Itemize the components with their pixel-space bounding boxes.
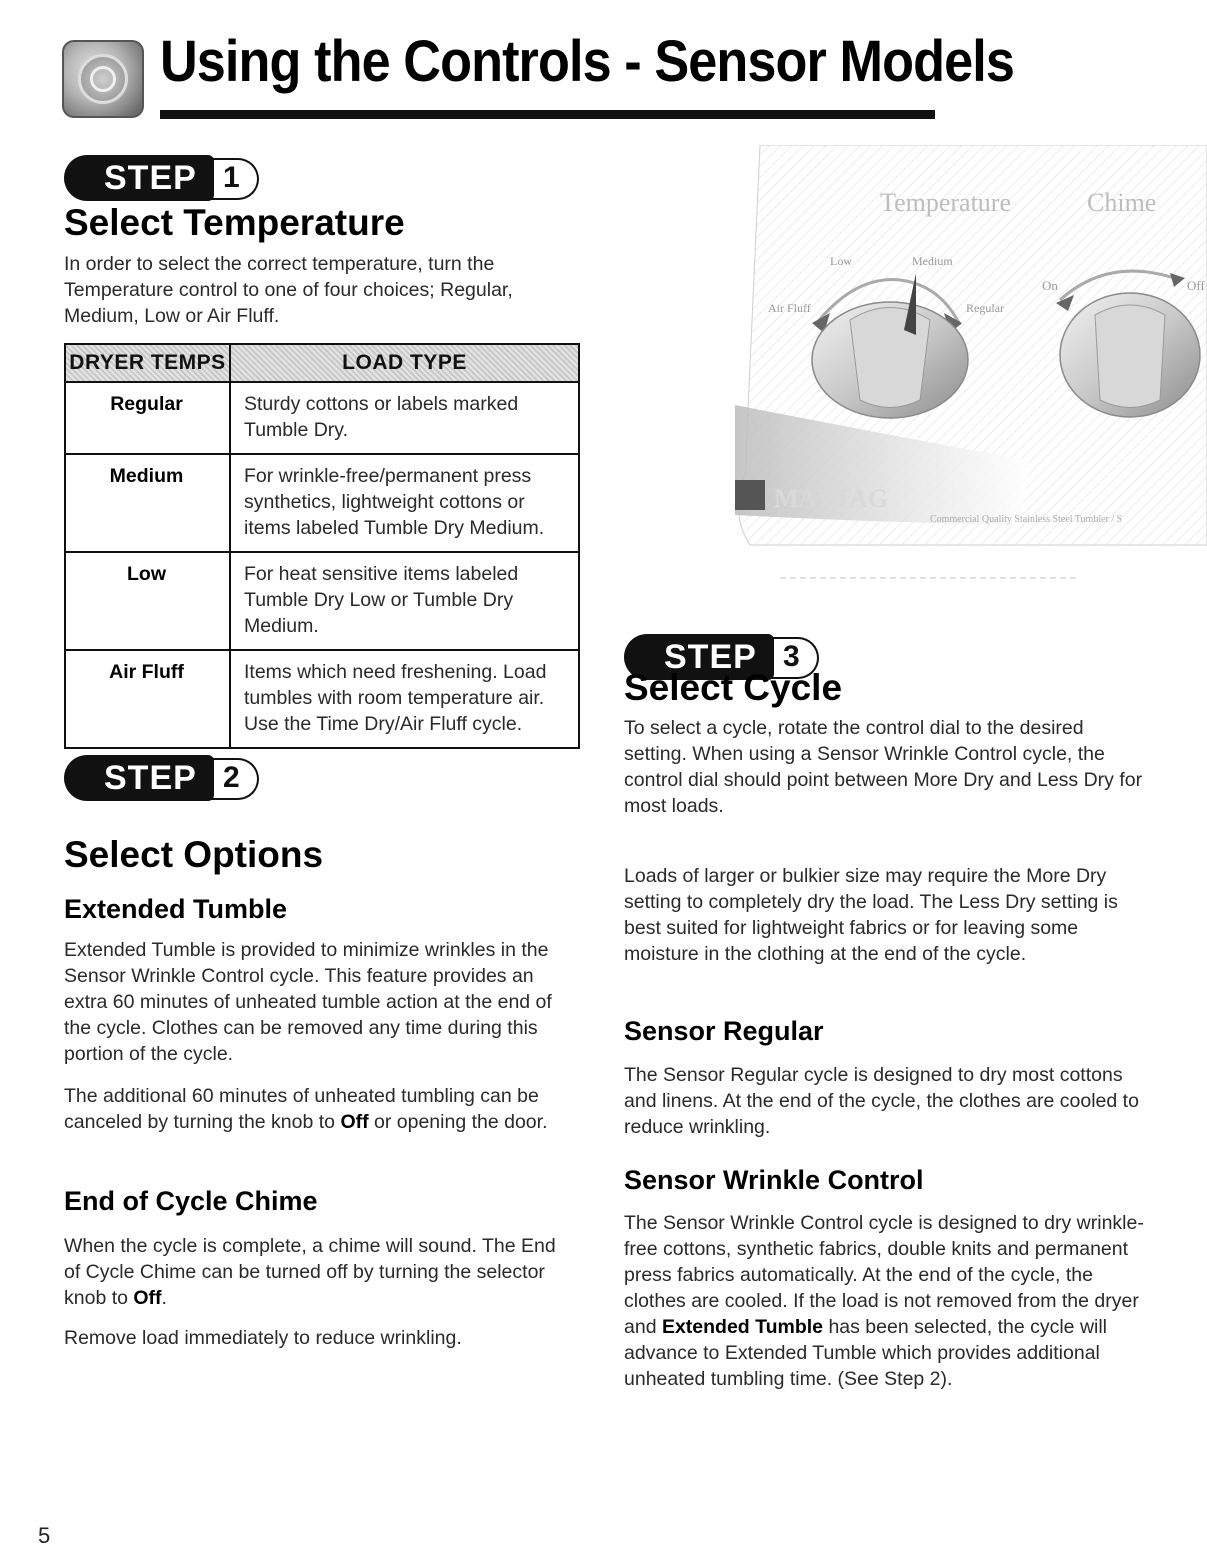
maytag-logo-icon (735, 480, 765, 510)
off-label: Off (133, 1287, 162, 1309)
extended-tumble-paragraph-1: Extended Tumble is provided to minimize wrinkles in the Sensor Wrinkle Control cycle. This feature provides an extra 60 minutes of unheated tumble action at the end of the cycle. Clothes can be removed any time during this portion of the cycle. (64, 939, 552, 1065)
table-cell-temp: Medium (65, 454, 230, 552)
table-header-dryer-temps: DRYER TEMPS (65, 344, 230, 382)
off-label: Off (1187, 278, 1205, 293)
table-cell-temp: Low (65, 552, 230, 650)
page-title: Using the Controls - Sensor Models (160, 29, 1014, 94)
off-label: Off (340, 1111, 369, 1133)
extended-tumble-heading: Extended Tumble (64, 894, 288, 924)
chime-paragraph-2: Remove load immediately to reduce wrinkling. (64, 1327, 462, 1349)
medium-label: Medium (912, 254, 953, 268)
step-3-number: 3 (783, 640, 800, 673)
step-2-number: 2 (223, 761, 240, 794)
chime-paragraph-1: When the cycle is complete, a chime will sound. The End of Cycle Chime can be turned off by turning the selector knob to Off. (64, 1235, 556, 1309)
table-row (65, 454, 579, 552)
table-cell-load: For wrinkle-free/permanent press synthetics, lightweight cottons or items labeled Tumble Dry Medium. (230, 454, 579, 552)
sensor-wrinkle-control-heading: Sensor Wrinkle Control (624, 1165, 924, 1195)
control-panel-illustration (690, 145, 1207, 585)
brand-tagline: Commercial Quality Stainless Steel Tumbler / S (930, 514, 1123, 525)
brand-name: MAYTAG (774, 484, 889, 513)
low-label: Low (830, 254, 852, 268)
select-temperature-intro: In order to select the correct temperature, turn the Temperature control to one of four choices; Regular, Medium, Low or Air Fluff. (64, 253, 513, 327)
select-options-heading: Select Options (64, 834, 324, 875)
temperature-label: Temperature (880, 188, 1011, 217)
table-cell-load: For heat sensitive items labeled Tumble Dry Low or Tumble Dry Medium. (230, 552, 579, 650)
table-cell-load: Items which need freshening. Load tumbles with room temperature air. Use the Time Dry/Air Fluff cycle. (230, 650, 579, 748)
table-row (65, 382, 579, 454)
end-of-cycle-chime-heading: End of Cycle Chime (64, 1186, 318, 1216)
select-cycle-heading: Select Cycle (624, 667, 843, 708)
step-1-word: STEP (104, 159, 197, 197)
regular-label: Regular (966, 301, 1004, 315)
title-rule (160, 110, 935, 119)
select-cycle-paragraph-2: Loads of larger or bulkier size may require the More Dry setting to completely dry the load. The Less Dry setting is best suited for lightweight fabrics or for leaving some moisture in the clothing at the end of the cycle. (624, 865, 1118, 965)
table-header-load-type: LOAD TYPE (230, 344, 579, 382)
step-2-word: STEP (104, 759, 197, 797)
table-cell-load: Sturdy cottons or labels marked Tumble Dry. (230, 382, 579, 454)
sensor-regular-heading: Sensor Regular (624, 1016, 824, 1046)
sensor-regular-paragraph: The Sensor Regular cycle is designed to dry most cottons and linens. At the end of the cycle, the clothes are cooled to reduce wrinkling. (624, 1064, 1139, 1138)
step-1-number: 1 (223, 161, 240, 194)
extended-tumble-paragraph-2: The additional 60 minutes of unheated tumbling can be canceled by turning the knob to Off or opening the door. (64, 1085, 548, 1133)
select-cycle-paragraph-1: To select a cycle, rotate the control dial to the desired setting. When using a Sensor Wrinkle Control cycle, the control dial should point between More Dry and Less Dry for most loads. (624, 717, 1143, 817)
sensor-wrinkle-control-paragraph: The Sensor Wrinkle Control cycle is designed to dry wrinkle-free cottons, synthetic fabrics, double knits and permanent press fabrics automatically. At the end of the cycle, the clothes are cooled. If the load is not removed from the dryer and Extended Tumble has been selected, the cycle will advance to Extended Tumble which provides additional unheated tumbling time. (See Step 2). (624, 1212, 1144, 1390)
table-cell-temp: Regular (65, 382, 230, 454)
table-row (65, 650, 579, 748)
page-number: 5 (38, 1523, 51, 1548)
step-3-word: STEP (664, 638, 757, 676)
dryer-temps-table (64, 343, 580, 749)
step-2-badge (64, 755, 269, 801)
table-cell-temp: Air Fluff (65, 650, 230, 748)
step-1-badge (64, 155, 269, 201)
controls-dial-icon (62, 40, 144, 118)
chime-label: Chime (1087, 188, 1157, 217)
table-row (65, 552, 579, 650)
extended-tumble-label: Extended Tumble (661, 1316, 824, 1338)
air-fluff-label: Air Fluff (768, 301, 811, 315)
on-label: On (1042, 278, 1058, 293)
table-header-row (65, 344, 579, 382)
select-temperature-heading: Select Temperature (64, 202, 405, 243)
